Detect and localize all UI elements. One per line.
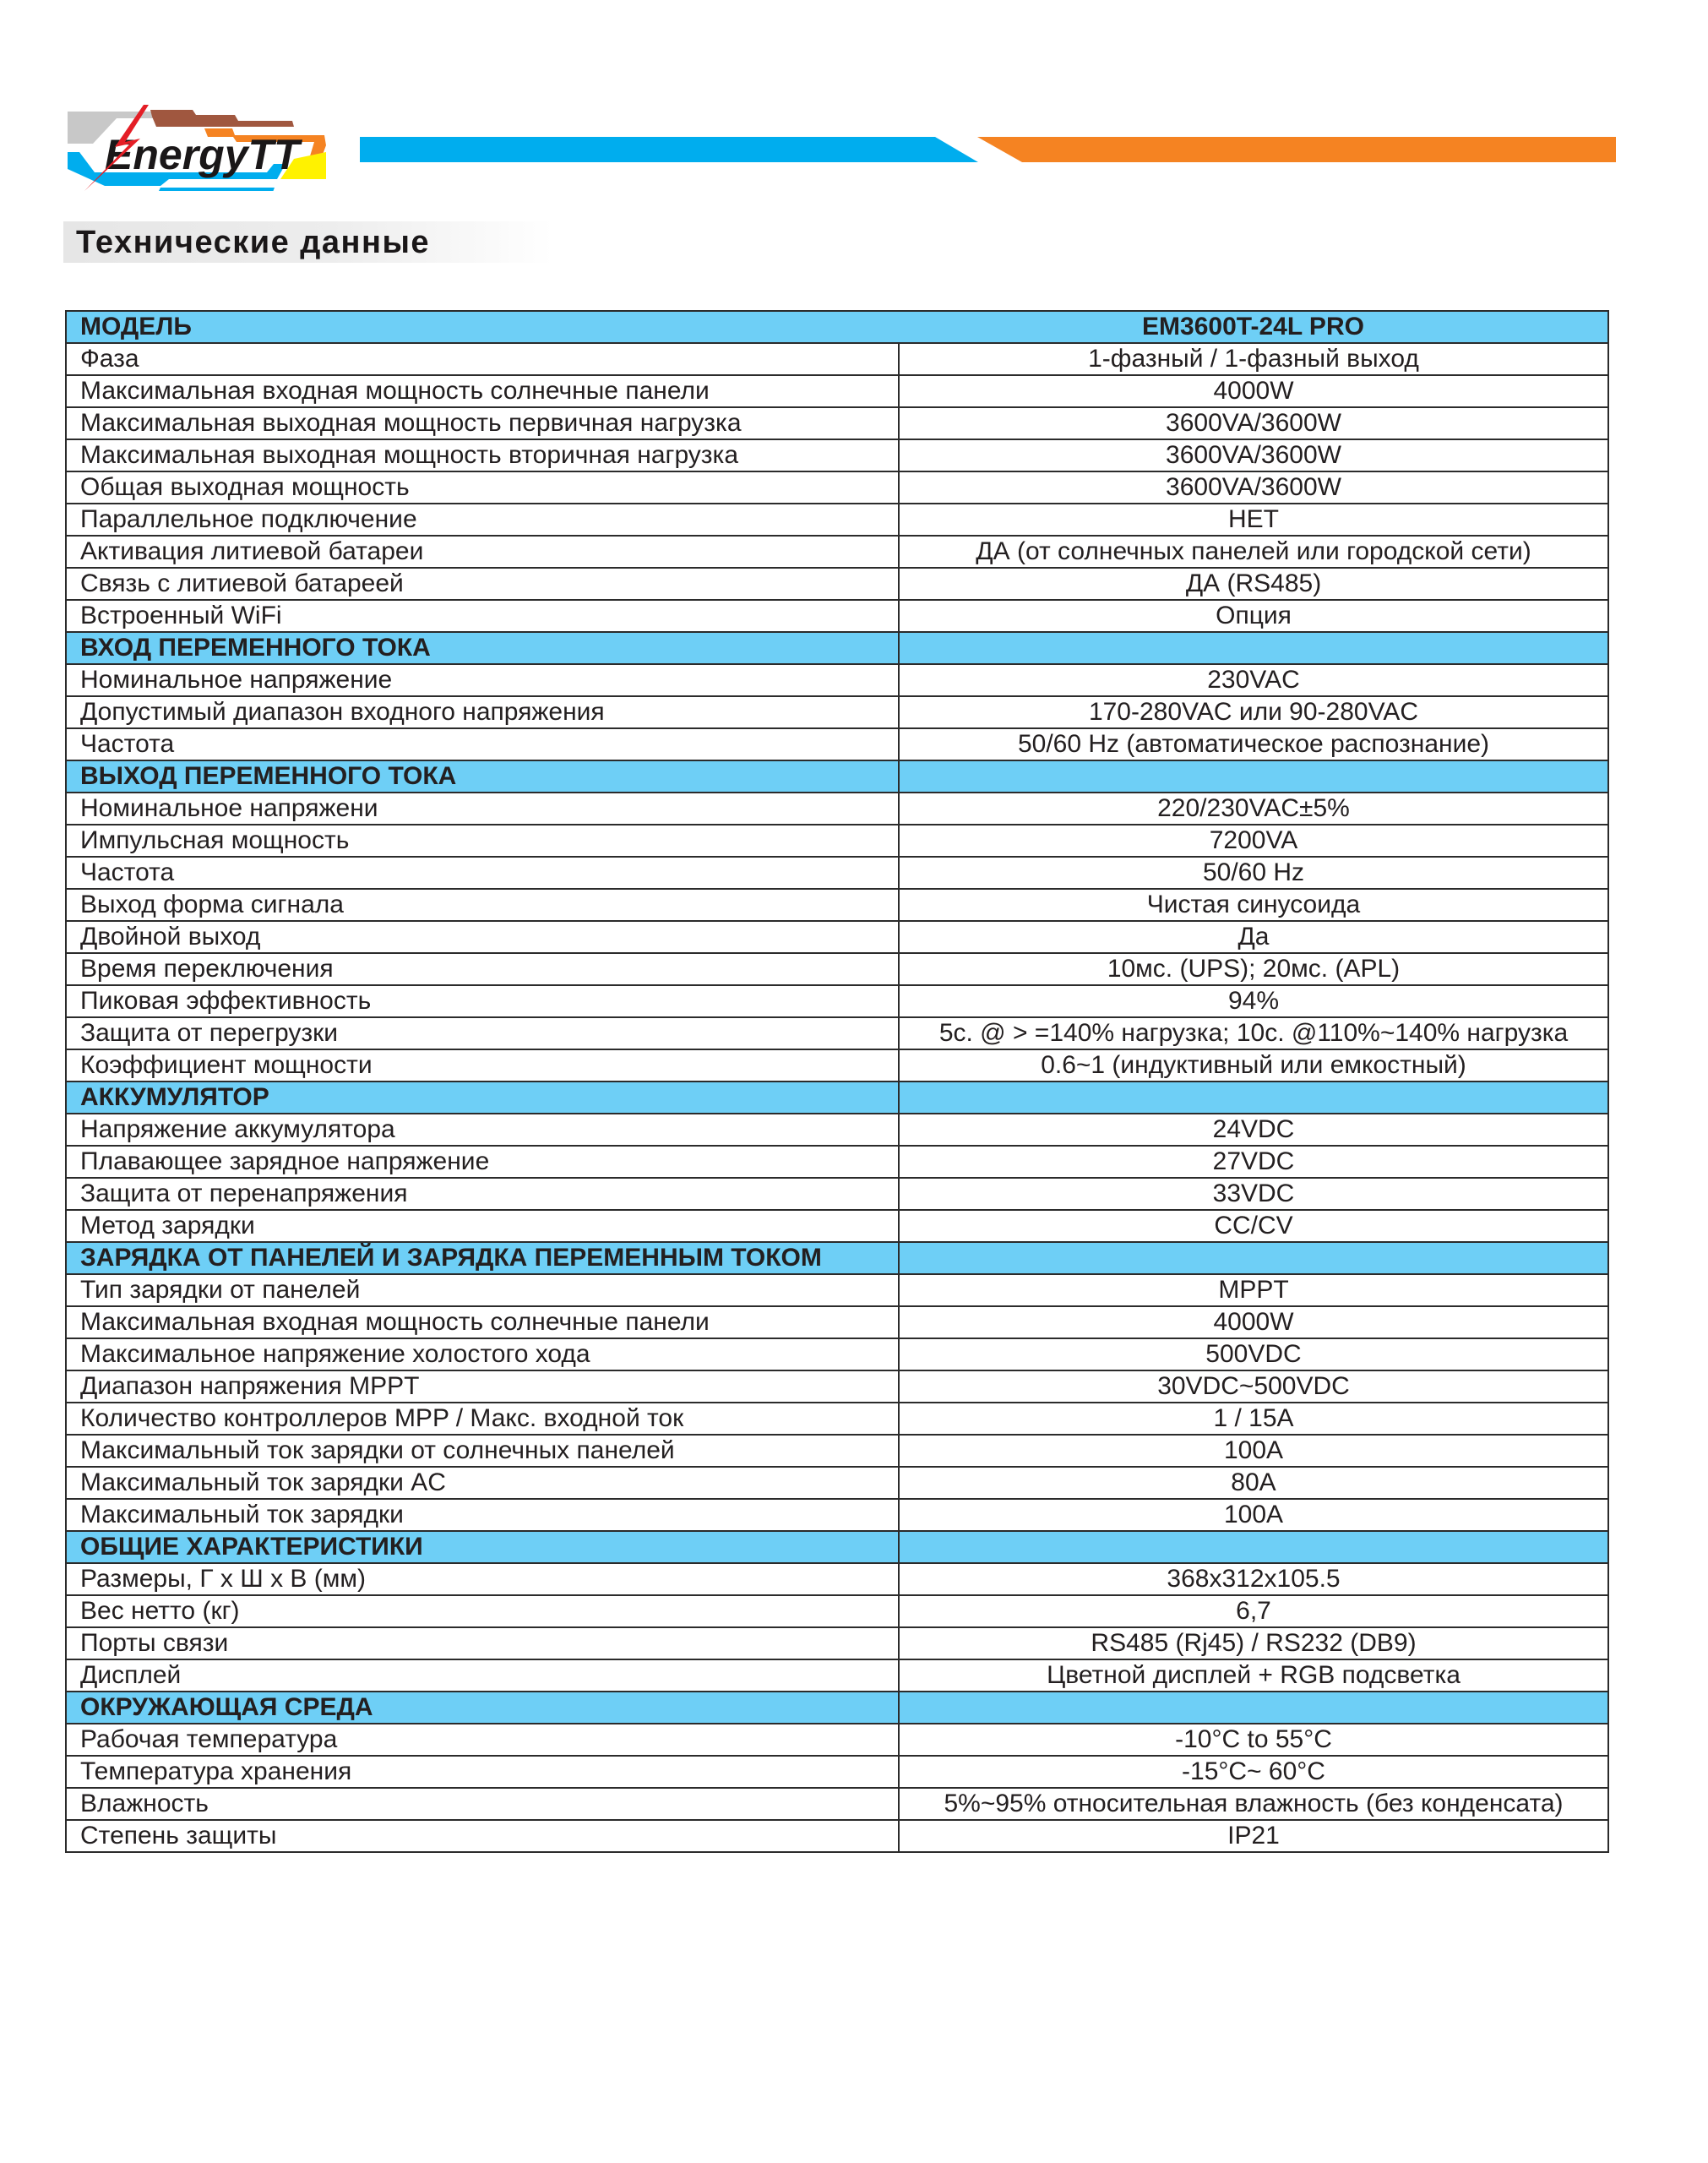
- section-header-row: [66, 760, 1608, 793]
- table-row: [66, 728, 1608, 760]
- spec-label: Максимальная выходная мощность первичная нагрузка: [66, 407, 899, 439]
- spec-label: Температура хранения: [66, 1756, 899, 1788]
- spec-value: IP21: [899, 1820, 1608, 1852]
- spec-value: 1-фазный / 1-фазный выход: [899, 343, 1608, 375]
- spec-label: Вес нетто (кг): [66, 1595, 899, 1627]
- brand-logo: [68, 103, 331, 191]
- table-row: [66, 504, 1608, 536]
- logo-brown-stripe: [150, 110, 294, 127]
- spec-value: 100A: [899, 1499, 1608, 1531]
- table-row: [66, 375, 1608, 407]
- spec-value: [899, 1531, 1608, 1563]
- spec-label: Максимальный ток зарядки: [66, 1499, 899, 1531]
- table-row: [66, 696, 1608, 728]
- table-row: [66, 1338, 1608, 1370]
- spec-value: 30VDC~500VDC: [899, 1370, 1608, 1403]
- section-title: ЗАРЯДКА ОТ ПАНЕЛЕЙ И ЗАРЯДКА ПЕРЕМЕННЫМ ТОКОМ: [66, 1242, 899, 1274]
- spec-value: 220/230VAC±5%: [899, 793, 1608, 825]
- section-header-row: [66, 632, 1608, 664]
- table-row: [66, 1146, 1608, 1178]
- spec-label: Общая выходная мощность: [66, 471, 899, 504]
- table-row: [66, 407, 1608, 439]
- spec-label: Коэффициент мощности: [66, 1049, 899, 1082]
- spec-label: Допустимый диапазон входного напряжения: [66, 696, 899, 728]
- spec-value: [899, 1242, 1608, 1274]
- spec-value: 50/60 Hz (автоматическое распознание): [899, 728, 1608, 760]
- spec-label: Частота: [66, 728, 899, 760]
- section-title: АККУМУЛЯТОР: [66, 1082, 899, 1114]
- table-row: [66, 1435, 1608, 1467]
- section-title: МОДЕЛЬ: [66, 311, 899, 343]
- spec-value: Цветной дисплей + RGB подсветка: [899, 1659, 1608, 1692]
- spec-value: [899, 760, 1608, 793]
- table-row: [66, 664, 1608, 696]
- spec-value: -15°C~ 60°C: [899, 1756, 1608, 1788]
- table-row: [66, 343, 1608, 375]
- table-row: [66, 1017, 1608, 1049]
- table-row: [66, 1370, 1608, 1403]
- spec-value: 27VDC: [899, 1146, 1608, 1178]
- spec-value: 3600VA/3600W: [899, 471, 1608, 504]
- spec-value: 3600VA/3600W: [899, 439, 1608, 471]
- table-row: [66, 1403, 1608, 1435]
- spec-value: 5%~95% относительная влажность (без конденсата): [899, 1788, 1608, 1820]
- spec-value: НЕТ: [899, 504, 1608, 536]
- header-orange-bar: [977, 137, 1616, 162]
- spec-value: CC/CV: [899, 1210, 1608, 1242]
- spec-value: 50/60 Hz: [899, 857, 1608, 889]
- spec-value: Да: [899, 921, 1608, 953]
- spec-label: Максимальная входная мощность солнечные панели: [66, 375, 899, 407]
- table-row: [66, 1756, 1608, 1788]
- section-header-row: [66, 1082, 1608, 1114]
- table-row: [66, 1563, 1608, 1595]
- spec-value: MPPT: [899, 1274, 1608, 1306]
- spec-value: [899, 1692, 1608, 1724]
- table-row: [66, 536, 1608, 568]
- table-row: [66, 471, 1608, 504]
- spec-label: Связь с литиевой батареей: [66, 568, 899, 600]
- section-title: ОБЩИЕ ХАРАКТЕРИСТИКИ: [66, 1531, 899, 1563]
- spec-value: 1 / 15A: [899, 1403, 1608, 1435]
- spec-label: Размеры, Г х Ш х В (мм): [66, 1563, 899, 1595]
- table-row: [66, 1114, 1608, 1146]
- section-header-row: [66, 1242, 1608, 1274]
- spec-label: Встроенный WiFi: [66, 600, 899, 632]
- spec-label: Дисплей: [66, 1659, 899, 1692]
- spec-value: Чистая синусоида: [899, 889, 1608, 921]
- spec-label: Параллельное подключение: [66, 504, 899, 536]
- section-title: ВЫХОД ПЕРЕМЕННОГО ТОКА: [66, 760, 899, 793]
- spec-label: Степень защиты: [66, 1820, 899, 1852]
- spec-label: Количество контроллеров MPP / Макс. входной ток: [66, 1403, 899, 1435]
- spec-label: Импульсная мощность: [66, 825, 899, 857]
- spec-table-body: [66, 311, 1608, 1852]
- section-title: ВХОД ПЕРЕМЕННОГО ТОКА: [66, 632, 899, 664]
- spec-value: 33VDC: [899, 1178, 1608, 1210]
- spec-value: ДА (RS485): [899, 568, 1608, 600]
- table-row: [66, 1178, 1608, 1210]
- spec-value: 170-280VAC или 90-280VAC: [899, 696, 1608, 728]
- page-title: Технические данные: [76, 225, 431, 260]
- table-row: [66, 793, 1608, 825]
- spec-value: [899, 1082, 1608, 1114]
- spec-label: Максимальный ток зарядки от солнечных панелей: [66, 1435, 899, 1467]
- spec-label: Влажность: [66, 1788, 899, 1820]
- title-banner: [63, 221, 553, 263]
- spec-value: 4000W: [899, 375, 1608, 407]
- spec-label: Тип зарядки от панелей: [66, 1274, 899, 1306]
- spec-value: 24VDC: [899, 1114, 1608, 1146]
- section-title: ОКРУЖАЮЩАЯ СРЕДА: [66, 1692, 899, 1724]
- model-name: EM3600T-24L PRO: [899, 311, 1608, 343]
- spec-value: 368x312x105.5: [899, 1563, 1608, 1595]
- spec-label: Максимальная выходная мощность вторичная нагрузка: [66, 439, 899, 471]
- section-header-row: [66, 1692, 1608, 1724]
- table-row: [66, 825, 1608, 857]
- spec-value: 230VAC: [899, 664, 1608, 696]
- spec-label: Активация литиевой батареи: [66, 536, 899, 568]
- spec-value: 5с. @ > =140% нагрузка; 10с. @110%~140% нагрузка: [899, 1017, 1608, 1049]
- logo-wordmark: EnergyTT: [105, 131, 300, 178]
- spec-value: 10мс. (UPS); 20мс. (APL): [899, 953, 1608, 985]
- spec-label: Максимальное напряжение холостого хода: [66, 1338, 899, 1370]
- table-row: [66, 1274, 1608, 1306]
- spec-label: Максимальная входная мощность солнечные панели: [66, 1306, 899, 1338]
- table-row: [66, 1627, 1608, 1659]
- spec-label: Защита от перегрузки: [66, 1017, 899, 1049]
- table-row: [66, 1210, 1608, 1242]
- model-header-row: [66, 311, 1608, 343]
- spec-label: Метод зарядки: [66, 1210, 899, 1242]
- table-row: [66, 1049, 1608, 1082]
- table-row: [66, 439, 1608, 471]
- table-row: [66, 1788, 1608, 1820]
- table-row: [66, 1724, 1608, 1756]
- table-row: [66, 1659, 1608, 1692]
- spec-value: 7200VA: [899, 825, 1608, 857]
- spec-label: Выход форма сигнала: [66, 889, 899, 921]
- table-row: [66, 889, 1608, 921]
- spec-label: Номинальное напряжение: [66, 664, 899, 696]
- table-row: [66, 921, 1608, 953]
- spec-label: Пиковая эффективность: [66, 985, 899, 1017]
- spec-label: Плавающее зарядное напряжение: [66, 1146, 899, 1178]
- spec-label: Напряжение аккумулятора: [66, 1114, 899, 1146]
- spec-label: Двойной выход: [66, 921, 899, 953]
- spec-value: RS485 (Rj45) / RS232 (DB9): [899, 1627, 1608, 1659]
- spec-value: 0.6~1 (индуктивный или емкостный): [899, 1049, 1608, 1082]
- spec-label: Частота: [66, 857, 899, 889]
- spec-table: [65, 310, 1609, 1853]
- spec-label: Максимальный ток зарядки AC: [66, 1467, 899, 1499]
- spec-value: 100A: [899, 1435, 1608, 1467]
- spec-label: Порты связи: [66, 1627, 899, 1659]
- table-row: [66, 1499, 1608, 1531]
- spec-value: Опция: [899, 600, 1608, 632]
- spec-value: 4000W: [899, 1306, 1608, 1338]
- spec-label: Время переключения: [66, 953, 899, 985]
- table-row: [66, 985, 1608, 1017]
- spec-value: -10°C to 55°C: [899, 1724, 1608, 1756]
- header-blue-bar: [360, 137, 978, 162]
- spec-value: ДА (от солнечных панелей или городской сети): [899, 536, 1608, 568]
- spec-label: Диапазон напряжения MPPT: [66, 1370, 899, 1403]
- table-row: [66, 1595, 1608, 1627]
- spec-value: 3600VA/3600W: [899, 407, 1608, 439]
- table-row: [66, 568, 1608, 600]
- table-row: [66, 953, 1608, 985]
- spec-label: Рабочая температура: [66, 1724, 899, 1756]
- spec-value: 6,7: [899, 1595, 1608, 1627]
- table-row: [66, 1306, 1608, 1338]
- logo-blue-stripe-2: [157, 188, 275, 191]
- section-header-row: [66, 1531, 1608, 1563]
- spec-value: [899, 632, 1608, 664]
- spec-value: 94%: [899, 985, 1608, 1017]
- table-row: [66, 1820, 1608, 1852]
- table-row: [66, 600, 1608, 632]
- spec-label: Фаза: [66, 343, 899, 375]
- spec-value: 80A: [899, 1467, 1608, 1499]
- table-row: [66, 1467, 1608, 1499]
- spec-label: Защита от перенапряжения: [66, 1178, 899, 1210]
- spec-label: Номинальное напряжени: [66, 793, 899, 825]
- table-row: [66, 857, 1608, 889]
- spec-value: 500VDC: [899, 1338, 1608, 1370]
